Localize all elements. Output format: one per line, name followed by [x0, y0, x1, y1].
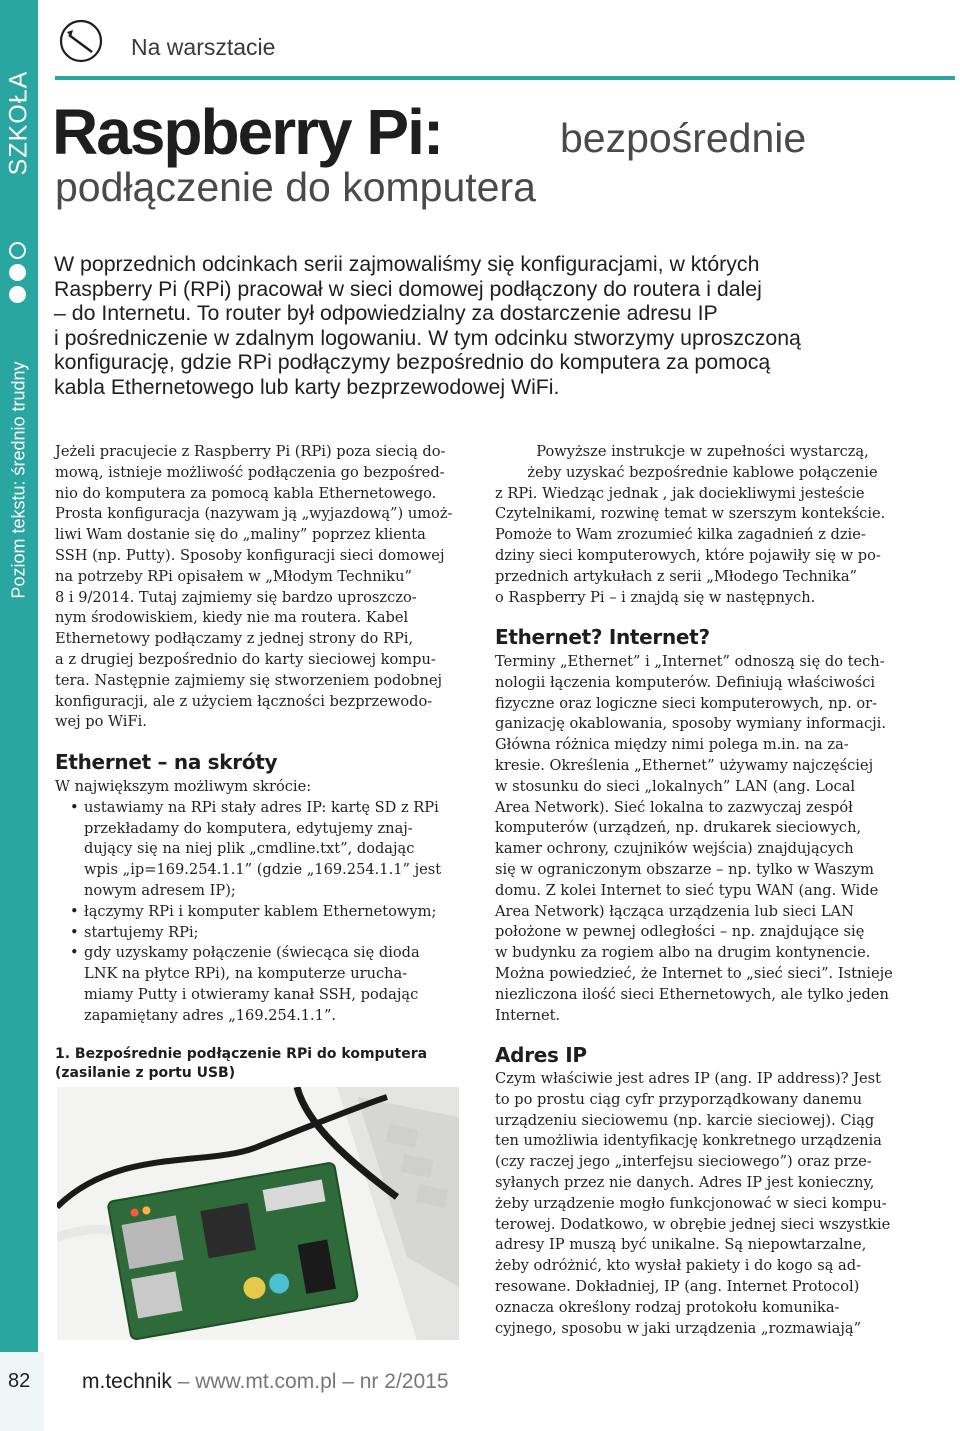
figure-caption	[55, 1045, 427, 1083]
difficulty-dot-filled	[9, 286, 26, 303]
text-line: nowym adresem IP);	[84, 881, 236, 899]
text-line: wej po WiFi.	[55, 713, 147, 731]
text-line: gdy uzyskamy połączenie (świecąca się dioda	[84, 944, 420, 962]
lead-line: W poprzednich odcinkach serii zajmowaliśmy się konfiguracjami, w których	[54, 252, 760, 276]
text-line: Można powiedzieć, że Internet to „sieć sieci”. Istnieje	[495, 964, 893, 982]
article-subtitle-line-1: bezpośrednie	[560, 115, 807, 161]
heading-ethernet-internet: Ethernet? Internet?	[495, 625, 710, 649]
right-column-para-1	[495, 652, 910, 1026]
text-line: to po prostu ciąg cyfr przyporządkowany danemu	[495, 1090, 863, 1108]
difficulty-level-label: Poziom tekstu: średnio trudny	[8, 361, 29, 599]
text-line: w budynku za rogiem albo na drugim kontynencie.	[495, 944, 871, 962]
lead-paragraph	[54, 252, 924, 400]
right-column-intro	[495, 442, 910, 608]
text-line: nologii łączenia komputerów. Definiują właściwości	[495, 673, 876, 691]
text-line: komputerów (urządzeń, np. drukarek sieciowych,	[495, 819, 862, 837]
text-line: resowane. Dokładniej, IP (ang. Internet Protocol)	[495, 1277, 860, 1295]
text-line: miamy Putty i otwieramy kanał SSH, podając	[84, 985, 419, 1003]
text-line: 8 i 9/2014. Tutaj zajmiemy się bardzo uproszczo-	[55, 588, 417, 606]
text-line: fizyczne oraz logiczne sieci komputerowych, np. or-	[495, 694, 878, 712]
text-line: mową, istnieje możliwość podłączenia go bezpośred-	[55, 463, 445, 481]
footer	[82, 1370, 449, 1394]
text-line: łączymy RPi i komputer kablem Ethernetowym;	[84, 902, 437, 920]
text-line: LNK na płytce RPi), na komputerze urucha-	[84, 965, 408, 983]
bullet-marker: •	[70, 902, 79, 920]
text-line: Powyższe instrukcje w zupełności wystarczą,	[536, 443, 869, 460]
text-line: Jeżeli pracujecie z Raspberry Pi (RPi) poza siecią do-	[55, 443, 446, 460]
text-line: przekładamy do komputera, edytujemy znaj-	[84, 819, 413, 837]
text-line: dziny sieci komputerowych, które pojawiły się w po-	[495, 546, 881, 564]
caption-line: 1. Bezpośrednie podłączenie RPi do komputera	[55, 1046, 428, 1062]
text-line: Pomoże to Wam zrozumieć kilka zagadnień z dzie-	[495, 526, 866, 544]
list-item	[70, 902, 465, 923]
heading-ip-address: Adres IP	[495, 1043, 587, 1067]
text-line: Główna różnica między nimi polega m.in. na za-	[495, 736, 849, 754]
lead-line: – do Internetu. To router był odpowiedzialny za dostarczenie adresu IP	[54, 301, 718, 326]
caption-line: (zasilanie z portu USB)	[55, 1065, 236, 1081]
text-line: Ethernetowy podłączamy z jednej strony do RPi,	[55, 630, 414, 648]
text-line: terowej. Dodatkowo, w obrębie jednej sieci wszystkie	[495, 1215, 891, 1233]
text-line: oznacza określony rodzaj protokołu komunika-	[495, 1298, 840, 1316]
text-line: Area Network). Sieć lokalna to zazwyczaj zespół	[495, 798, 853, 816]
heading-ethernet-shortcut: Ethernet – na skróty	[55, 750, 278, 774]
text-line: się w ograniczonym obszarze – np. tylko w Waszym	[495, 860, 874, 878]
article-subtitle-line-2: podłączenie do komputera	[55, 164, 536, 210]
text-line: przednich artykułach z serii „Młodego Technika”	[495, 567, 857, 585]
text-line: (czy raczej jego „interfejsu sieciowego”) oraz prze-	[495, 1153, 872, 1171]
list-item	[70, 798, 465, 902]
text-line: Terminy „Ethernet” i „Internet” odnoszą się do tech-	[495, 653, 885, 670]
article-title: Raspberry Pi:	[52, 96, 443, 168]
text-line: o Raspberry Pi – i znajdą się w następnych.	[495, 588, 816, 606]
difficulty-dot-filled	[9, 264, 26, 281]
text-line: niezliczona ilość sieci Ethernetowych, ale tylko jeden	[495, 985, 889, 1003]
text-line: Czym właściwie jest adres IP (ang. IP address)? Jest	[495, 1070, 882, 1087]
right-column-para-2	[495, 1069, 910, 1339]
text-line: liwi Wam dostanie się do „maliny” poprzez klienta	[55, 526, 426, 544]
text-line: startujemy RPi;	[84, 923, 199, 941]
bullet-marker: •	[70, 798, 79, 816]
lead-line: i pośredniczenie w zdalnym logowaniu. W tym odcinku stworzymy uproszczoną	[54, 325, 801, 350]
left-column-intro	[55, 442, 465, 733]
lead-line: konfigurację, gdzie RPi podłączymy bezpośrednio do komputera za pomocą	[54, 350, 771, 375]
text-line: żeby urządzenie mogło funkcjonować w sieci kompu-	[495, 1194, 887, 1212]
text-line: syłanych przez nie danych. Adres IP jest konieczny,	[495, 1173, 875, 1191]
category-label: SZKOŁA	[4, 70, 33, 175]
text-line: SSH (np. Putty). Sposoby konfiguracji sieci domowej	[55, 546, 445, 564]
text-line: Internet.	[495, 1006, 561, 1024]
raspberry-pi-photo	[57, 1087, 459, 1340]
list-item	[70, 923, 465, 944]
text-line: kresie. Określenia „Ethernet” używamy najczęściej	[495, 756, 874, 774]
text-line: Prosta konfiguracja (nazywam ją „wyjazdową”) umoż-	[55, 505, 453, 523]
shortcut-list	[55, 777, 465, 1027]
text-line: adresy IP muszą być unikalne. Są niepowtarzalne,	[495, 1236, 867, 1254]
section-label: Na warsztacie	[131, 34, 276, 60]
text-line: domu. Z kolei Internet to sieć typu WAN (ang. Wide	[495, 881, 879, 899]
text-line: urządzeniu sieciowemu (np. karcie sieciowej). Ciąg	[495, 1111, 875, 1129]
text-line: cyjnego, sposobu w jaki urządzenia „rozmawiają”	[495, 1319, 862, 1337]
text-line: żeby uzyskać bezpośrednie kablowe połączenie	[527, 463, 878, 481]
list-intro: W największym możliwym skrócie:	[55, 778, 312, 795]
difficulty-dot-empty	[9, 242, 26, 259]
page-number: 82	[8, 1370, 31, 1392]
footer-brand: m.technik	[82, 1370, 172, 1393]
text-line: a z drugiej bezpośrednio do karty sieciowej kompu-	[55, 650, 436, 668]
text-line: wpis „ip=169.254.1.1” (gdzie „169.254.1.1” jest	[84, 861, 442, 879]
title-rule	[55, 76, 955, 80]
workshop-pencil-icon	[58, 18, 104, 64]
bullet-marker: •	[70, 944, 79, 962]
list-item	[70, 943, 465, 1026]
difficulty-dots	[9, 242, 29, 330]
text-line: Area Network) łącząca urządzenia lub sieci LAN	[495, 902, 854, 920]
text-line: kamer ochrony, czujników wejścia) znajdujących	[495, 840, 854, 858]
text-line: żeby odróżnić, kto wysłał pakiety i do kogo są ad-	[495, 1257, 862, 1275]
text-line: zapamiętany adres „169.254.1.1”.	[84, 1006, 337, 1024]
text-line: dujący się na niej plik „cmdline.txt”, dodając	[84, 840, 415, 858]
text-line: położone w pewnej odległości – np. znajdujące się	[495, 923, 865, 941]
text-line: z RPi. Wiedząc jednak , jak dociekliwymi jesteście	[495, 484, 865, 502]
bullet-marker: •	[70, 923, 79, 941]
text-line: ganizację okablowania, sposoby wymiany informacji.	[495, 715, 886, 733]
text-line: ten umożliwia identyfikację konkretnego urządzenia	[495, 1132, 882, 1150]
text-line: nym środowiskiem, kiedy nie ma routera. Kabel	[55, 609, 409, 627]
text-line: nio do komputera za pomocą kabla Ethernetowego.	[55, 484, 437, 502]
lead-line: Raspberry Pi (RPi) pracował w sieci domowej podłączony do routera i dalej	[54, 276, 762, 301]
footer-issue-info: – www.mt.com.pl – nr 2/2015	[171, 1370, 449, 1393]
lead-line: kabla Ethernetowego lub karty bezprzewodowej WiFi.	[54, 374, 560, 399]
text-line: tera. Następnie zajmiemy się stworzeniem podobnej	[55, 671, 443, 689]
text-line: na potrzeby RPi opisałem w „Młodym Techniku”	[55, 567, 412, 585]
text-line: konfiguracji, ale z użyciem łączności bezprzewodo-	[55, 692, 433, 710]
text-line: w stosunku do sieci „lokalnych” LAN (ang. Local	[495, 777, 856, 795]
text-line: Czytelnikami, rozwinę temat w szerszym kontekście.	[495, 505, 886, 523]
text-line: ustawiamy na RPi stały adres IP: kartę SD z RPi	[84, 798, 439, 816]
